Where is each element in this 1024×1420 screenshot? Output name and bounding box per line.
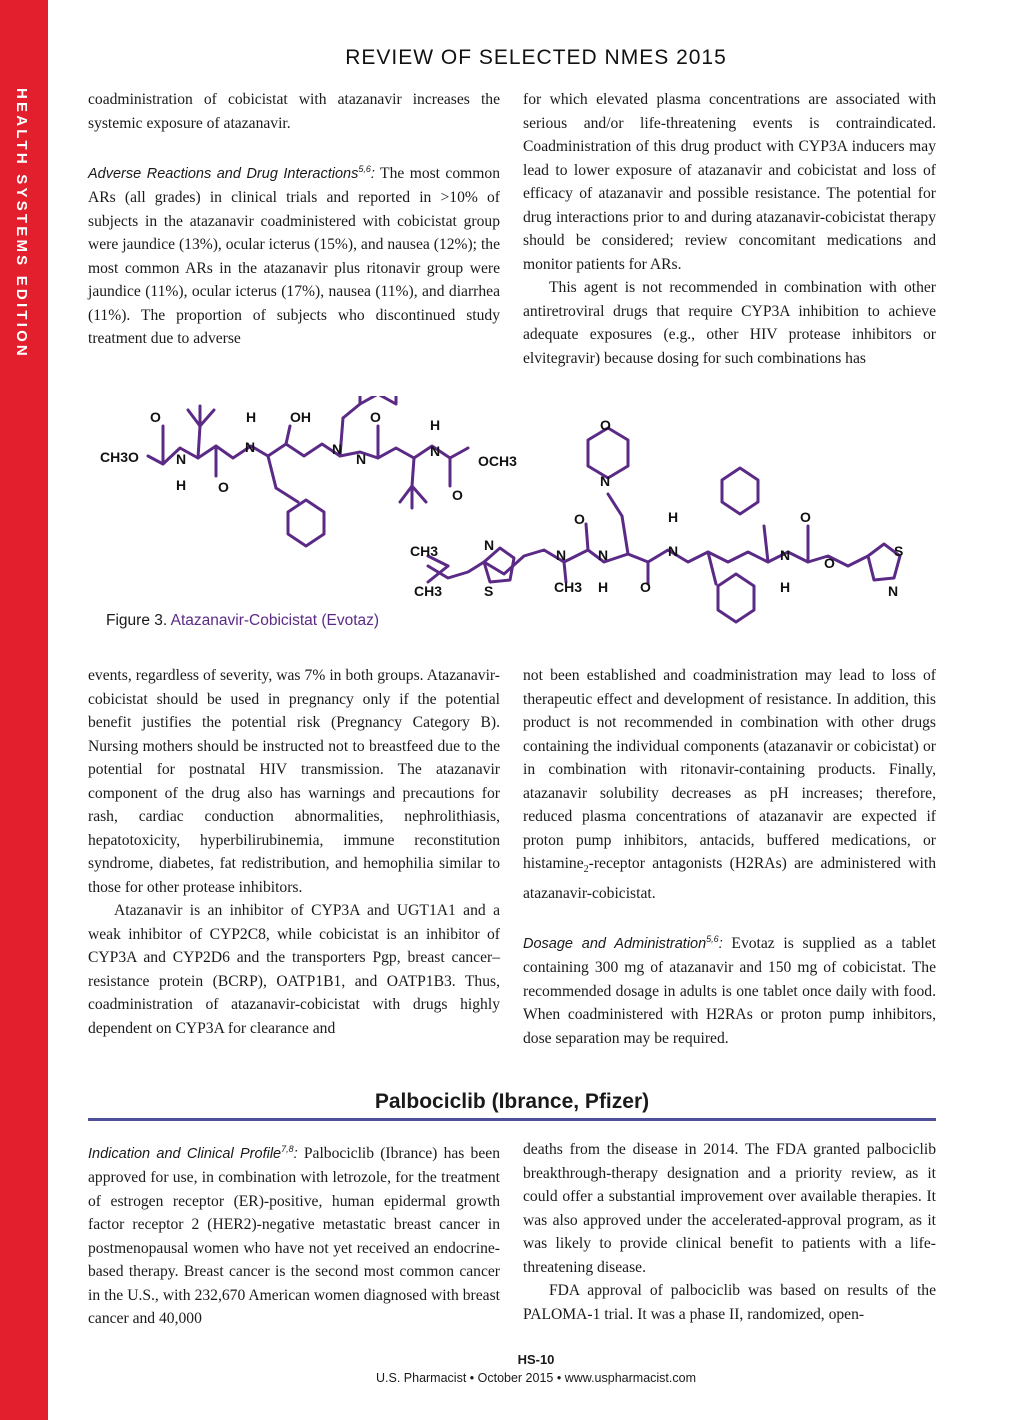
bond	[276, 488, 298, 502]
page-number: HS-10	[517, 1352, 555, 1367]
atom-label: O	[452, 487, 463, 503]
atom-label: O	[824, 555, 835, 571]
atom-label: O	[640, 579, 651, 595]
bond	[268, 456, 276, 488]
atom-label: N	[600, 473, 611, 489]
resistance-paragraph: not been established and coadministration may lead to loss of therapeutic effect and development of resistance. In addition, this product is not recommended in combination with other drugs containing the individual components (atazanavir or cobicistat) or in combination with ritonavir-containing products. Finally, atazanavir solubility decreases as pH increases; therefore, reduced plasma concentrations of atazanavir are expected if proton pump inhibitors, antacids, buffered medications, or histamine$_2$-receptor antagonists (H2RAs) are administered with atazanavir-cobicistat.	[523, 667, 936, 902]
atazanavir-backbone	[148, 444, 468, 464]
atom-label: O	[370, 409, 381, 425]
morpholine-ring	[588, 428, 628, 478]
inhibitor-paragraph: Atazanavir is an inhibitor of CYP3A and UGT1A1 and a weak inhibitor of CYP2C8, while cobicistat is an inhibitor of CYP3A and CYP2D6 and the transporters Pgp, breast cancer–resistance protein (BCRP), OATP1B1, and OATP1B3. Thus, coadministration of atazanavir-cobicistat with drugs highly dependent on CYP3A for clearance and	[88, 902, 500, 1037]
atom-label: H	[430, 417, 441, 433]
atom-label: N	[888, 583, 899, 599]
atom-label: N	[780, 547, 791, 563]
section-divider	[88, 1118, 936, 1121]
bottom-right-column	[523, 1138, 936, 1326]
bond	[622, 516, 628, 554]
atom-label: N	[556, 547, 567, 563]
benzene-ring	[722, 468, 758, 514]
atom-label: H	[246, 409, 257, 425]
page-header: REVIEW OF SELECTED NMES 2015	[345, 46, 727, 69]
bond	[198, 426, 200, 458]
dosage-heading: Dosage and Administration$^{5,6}$:	[523, 934, 723, 952]
atom-label: O	[574, 511, 585, 527]
atom-label: H	[176, 477, 187, 493]
chemical-structure-figure	[88, 396, 938, 636]
adverse-reactions-paragraph: Adverse Reactions and Drug Interactions$^{5,6}$: The most common ARs (all grades) in clinical trials and reported in >10% of subjects in the atazanavir coadministered with cobicistat group were jaundice (13%), ocular icterus (15%), and nausea (12%); the most common ARs in the atazanavir plus ritonavir group were jaundice (11%), ocular icterus (17%), nausea (11%), and diarrhea (11%). The proportion of subjects who discontinued study treatment due to adverse	[88, 164, 500, 348]
indication-paragraph: Indication and Clinical Profile$^{7,8}$: Palbociclib (Ibrance) has been approved for use, in combination with letrozole, for the treatment of estrogen receptor (ER)-positive, human epidermal growth factor receptor 2 (HER2)-negative metastatic breast cancer in postmenopausal women who have not yet received an endocrine-based therapy. Breast cancer is the second most common cancer in the U.S., with 232,670 American women diagnosed with breast cancer and 40,000	[88, 1144, 500, 1328]
atom-label: OH	[290, 409, 311, 425]
atom-label: N	[245, 439, 256, 455]
atom-label: S	[484, 583, 494, 599]
atom-label: O	[218, 479, 229, 495]
adverse-reactions-heading: Adverse Reactions and Drug Interactions$^{5,6}$:	[88, 164, 375, 182]
paloma-paragraph: FDA approval of palbociclib was based on results of the PALOMA-1 trial. It was a phase II, randomized, open-	[523, 1282, 936, 1323]
benzene-ring	[360, 396, 396, 404]
bond	[608, 494, 622, 516]
contraindication-paragraph: for which elevated plasma concentrations are associated with serious and/or life-threatening events is contraindicated. Coadministration of this drug product with CYP3A inducers may lead to lower exposure of atazanavir and cobicistat and loss of efficacy of atazanavir and possible resistance. The potential for drug interactions prior to and during atazanavir-cobicistat therapy should be considered; review concomitant medications and monitor patients for ARs.	[523, 91, 936, 273]
middle-right-column	[523, 664, 936, 1050]
bond	[764, 526, 768, 562]
bond	[412, 458, 414, 486]
atom-label: H	[668, 509, 679, 525]
atom-label: O	[800, 509, 811, 525]
page-footer: U.S. Pharmacist • October 2015 • www.uspharmacist.com	[376, 1371, 696, 1385]
benzene-ring	[718, 574, 754, 622]
bond	[343, 404, 360, 418]
bond	[286, 426, 290, 444]
atom-label: O	[150, 409, 161, 425]
atom-label: H	[780, 579, 791, 595]
atom-label: N	[332, 441, 343, 457]
fda-designation-paragraph: deaths from the disease in 2014. The FDA granted palbociclib breakthrough-therapy designation and a priority review, as it could offer a substantial improvement over available therapies. It was also approved under the accelerated-approval program, as it was likely to provide clinical benefit to patients with a life-threatening disease.	[523, 1141, 936, 1276]
figure-label: Figure 3.	[106, 612, 171, 629]
sidebar-label: HEALTH SYSTEMS EDITION	[13, 88, 30, 359]
atom-label: N	[484, 537, 495, 553]
atom-label: H	[598, 579, 609, 595]
indication-heading: Indication and Clinical Profile$^{7,8}$:	[88, 1144, 298, 1162]
atom-label: N	[176, 451, 187, 467]
top-right-column	[523, 88, 936, 370]
atom-label: CH3	[554, 579, 583, 595]
figure-title: Atazanavir-Cobicistat (Evotaz)	[170, 612, 380, 629]
section-title: Palbociclib (Ibrance, Pfizer)	[374, 1090, 650, 1113]
bottom-left-column	[88, 1138, 500, 1331]
atom-label: N	[430, 443, 441, 459]
atom-label: CH3	[410, 543, 439, 559]
intro-paragraph: coadministration of cobicistat with atazanavir increases the systemic exposure of atazanavir.	[88, 91, 500, 132]
middle-left-column	[88, 664, 500, 1040]
atom-label: N	[356, 451, 367, 467]
atom-label: CH3O	[100, 449, 139, 465]
combination-paragraph: This agent is not recommended in combination with other antiretroviral drugs that require CYP3A inhibition to achieve adequate exposures (e.g., other HIV protease inhibitors or elvitegravir) because dosing for such combinations has	[523, 279, 936, 367]
atom-label: N	[668, 543, 679, 559]
bond	[586, 524, 588, 550]
atom-label: O	[600, 417, 611, 433]
atom-label: OCH3	[478, 453, 517, 469]
top-left-column	[88, 88, 500, 351]
atom-label: N	[598, 547, 609, 563]
atom-label: CH3	[414, 583, 443, 599]
atom-label: S	[894, 543, 904, 559]
bond	[848, 556, 868, 566]
sidebar-band	[0, 0, 48, 1420]
benzene-ring	[288, 500, 324, 546]
pregnancy-paragraph: events, regardless of severity, was 7% in both groups. Atazanavir-cobicistat should be used in pregnancy only if the potential benefit justifies the potential risk (Pregnancy Category B). Nursing mothers should be instructed not to breastfeed due to the potential for postnatal HIV transmission. The atazanavir component of the drug also has warnings and precautions for rash, cardiac conduction abnormalities, nephrolithiasis, hepatotoxicity, hyperbilirubinemia, immune reconstitution syndrome, diabetes, fat redistribution, and hemophilia similar to those for other protease inhibitors.	[88, 667, 500, 896]
figure-caption	[106, 612, 379, 630]
dosage-paragraph: Dosage and Administration$^{5,6}$: Evotaz is supplied as a tablet containing 300 mg of atazanavir and 150 mg of cobicistat. The recommended dosage in adults is one tablet once daily with food. When coadministered with H2RAs or proton pump inhibitors, dose separation may be required.	[523, 934, 937, 1047]
chemical-structure-svg	[88, 396, 938, 636]
